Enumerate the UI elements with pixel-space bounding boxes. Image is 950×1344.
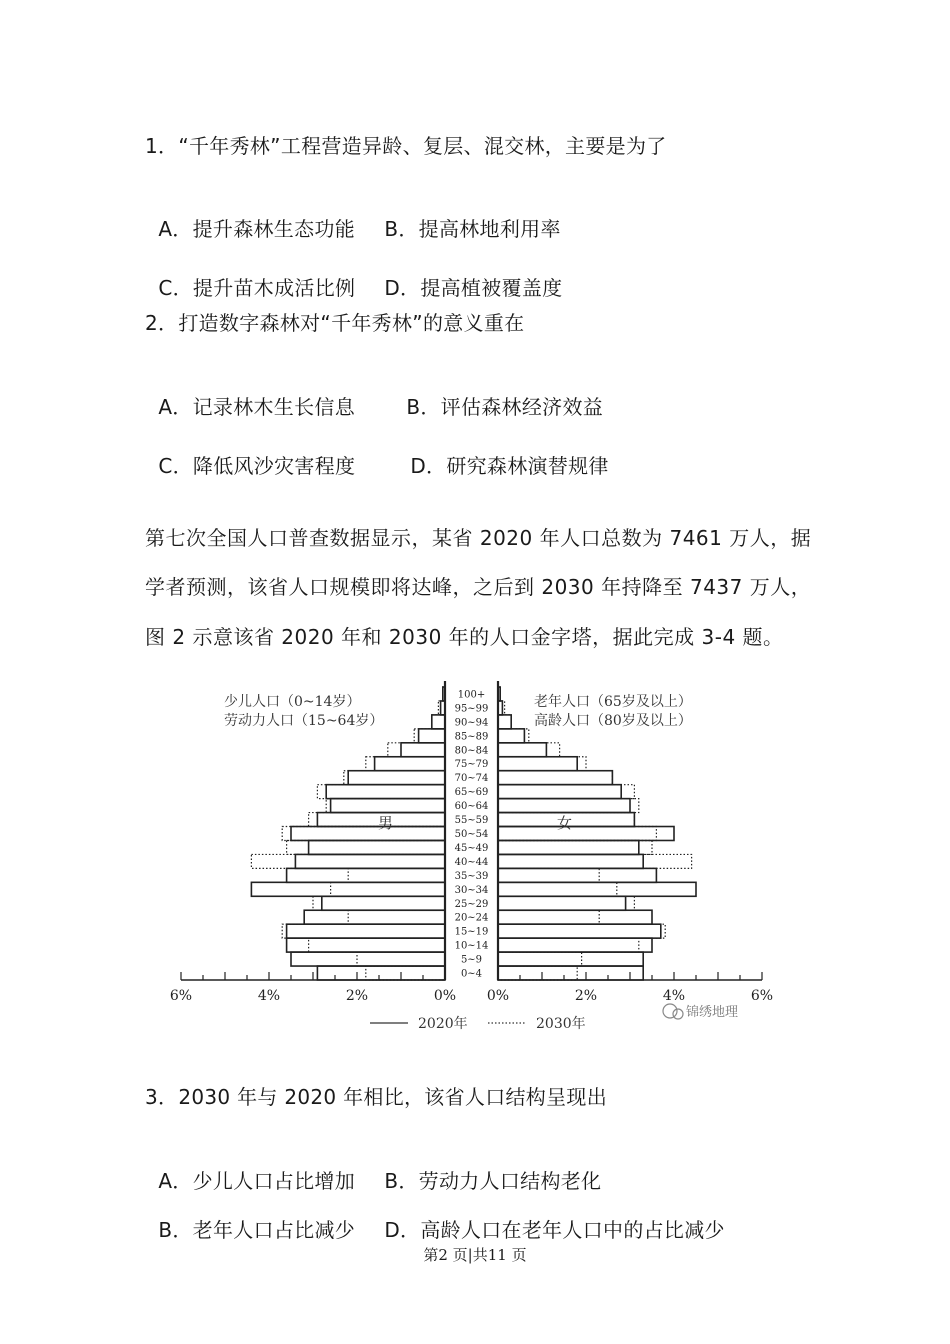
q1-option-b[interactable]: B．提高林地利用率 [384, 217, 561, 241]
bar-male-2020年-0~4 [317, 966, 445, 980]
age-label: 15~19 [454, 926, 489, 938]
bar-male-2030年-15~19 [282, 924, 445, 938]
bar-male-2020年-90~94 [432, 715, 445, 729]
bar-female-2020年-70~74 [498, 771, 612, 785]
x-tick-label-left: 2% [345, 988, 369, 1004]
q2-stem: 2．打造数字森林对“千年秀林”的意义重在 [145, 311, 525, 335]
bar-male-2020年-20~24 [304, 910, 445, 924]
bar-female-2020年-20~24 [498, 910, 652, 924]
age-label: 0~4 [460, 968, 483, 980]
bar-female-2030年-65~69 [498, 785, 634, 799]
bar-female-2020年-45~49 [498, 840, 639, 854]
q2-option-a[interactable]: A．记录林木生长信息 [158, 395, 356, 419]
q3-options-row1 [145, 1141, 601, 1194]
age-label: 80~84 [454, 745, 489, 757]
watermark-icon [663, 1004, 683, 1019]
q3-option-d[interactable]: D．高龄人口在老年人口中的占比减少 [384, 1218, 725, 1242]
bar-male-2030年-35~39 [348, 868, 445, 882]
age-label: 45~49 [454, 842, 489, 854]
q1-stem: 1．“千年秀林”工程营造异龄、复层、混交林，主要是为了 [145, 134, 667, 158]
bar-female-2030年-15~19 [498, 924, 665, 938]
bar-female-2030年-40~44 [498, 854, 692, 868]
age-label: 95~99 [454, 703, 489, 715]
q2-option-c[interactable]: C．降低风沙灾害程度 [158, 454, 356, 478]
bar-female-2030年-75~79 [498, 757, 586, 771]
bar-female-2020年-65~69 [498, 785, 621, 799]
bar-male-2030年-80~84 [388, 743, 445, 757]
label-female: 女 [557, 814, 573, 832]
bar-male-2020年-25~29 [322, 896, 445, 910]
bar-female-2030年-10~14 [498, 938, 639, 952]
bar-female-2030年-35~39 [498, 868, 599, 882]
legend-2020: 2020年 [418, 1016, 468, 1032]
passage-line-1: 第七次全国人口普查数据显示，某省 2020 年人口总数为 7461 万人，据 [145, 526, 812, 550]
bar-male-2030年-55~59 [309, 813, 445, 827]
annotation-labor-population: 劳动力人口（15~64岁） [224, 713, 384, 729]
q3-option-b[interactable]: B．劳动力人口结构老化 [384, 1169, 602, 1193]
bar-female-2020年-10~14 [498, 938, 652, 952]
age-label: 75~79 [454, 759, 489, 771]
age-label: 35~39 [454, 870, 489, 882]
x-tick-label-left: 6% [169, 988, 193, 1004]
bar-female-2020年-75~79 [498, 757, 577, 771]
bar-male-2030年-25~29 [313, 896, 445, 910]
bar-female-2030年-60~64 [498, 799, 639, 813]
bar-male-2030年-75~79 [366, 757, 445, 771]
age-label: 25~29 [454, 898, 489, 910]
bar-male-2030年-45~49 [287, 840, 445, 854]
bar-female-2030年-0~4 [498, 966, 577, 980]
bar-female-2030年-20~24 [498, 910, 599, 924]
bar-female-2020年-5~9 [498, 952, 643, 966]
bar-female-2020年-25~29 [498, 896, 626, 910]
bar-male-2030年-40~44 [251, 854, 445, 868]
q1-options-row1 [145, 189, 561, 242]
x-tick-label-left: 4% [257, 988, 281, 1004]
age-label: 10~14 [454, 940, 489, 952]
bar-male-2020年-5~9 [291, 952, 445, 966]
x-tick-label-left: 0% [433, 988, 457, 1004]
q3-stem: 3．2030 年与 2020 年相比，该省人口结构呈现出 [145, 1085, 607, 1109]
population-pyramid-chart [169, 676, 774, 1036]
bar-male-2030年-65~69 [317, 785, 445, 799]
bar-male-2030年-70~74 [344, 771, 445, 785]
annotation-elderly-population: 老年人口（65岁及以上） [534, 694, 692, 710]
bar-female-2030年-50~54 [498, 827, 656, 841]
bar-female-2020年-80~84 [498, 743, 546, 757]
bar-male-2020年-45~49 [309, 840, 445, 854]
q3-options-row2 [145, 1190, 725, 1243]
q2-options-row1 [145, 367, 603, 420]
annotation-child-population: 少儿人口（0~14岁） [224, 694, 361, 710]
bar-female-2030年-90~94 [498, 715, 511, 729]
age-label: 100+ [457, 689, 486, 701]
bar-female-2020年-50~54 [498, 827, 674, 841]
q1-option-c[interactable]: C．提升苗木成活比例 [158, 276, 356, 300]
age-label: 50~54 [454, 829, 489, 840]
q2-options-row2 [145, 426, 609, 479]
q1-option-d[interactable]: D．提高植被覆盖度 [384, 276, 563, 300]
bar-female-2020年-90~94 [498, 715, 511, 729]
passage-line-3: 图 2 示意该省 2020 年和 2030 年的人口金字塔，据此完成 3-4 题。 [145, 625, 784, 649]
bar-male-2020年-85~89 [419, 729, 445, 743]
bar-male-2020年-15~19 [287, 924, 445, 938]
bar-male-2020年-10~14 [287, 938, 445, 952]
age-label: 90~94 [454, 717, 489, 729]
bar-male-2030年-5~9 [357, 952, 445, 966]
bar-female-2030年-80~84 [498, 743, 560, 757]
bar-male-2020年-30~34 [251, 882, 445, 896]
x-tick-label-right: 4% [662, 988, 686, 1004]
x-tick-label-right: 6% [750, 988, 774, 1004]
q3-option-c[interactable]: B．老年人口占比减少 [158, 1218, 356, 1242]
age-label: 20~24 [454, 912, 489, 924]
bar-female-2030年-25~29 [498, 896, 634, 910]
age-label: 5~9 [460, 954, 483, 966]
bar-female-2030年-5~9 [498, 952, 582, 966]
bar-male-2020年-50~54 [291, 827, 445, 841]
bar-male-2020年-40~44 [295, 854, 445, 868]
page-footer: 第2 页|共11 页 [423, 1246, 527, 1264]
bar-female-2020年-85~89 [498, 729, 524, 743]
bar-female-2030年-70~74 [498, 771, 612, 785]
watermark-text: 锦绣地理 [686, 1005, 739, 1020]
age-label: 60~64 [454, 801, 489, 813]
passage-line-2: 学者预测，该省人口规模即将达峰，之后到 2030 年持降至 7437 万人， [145, 575, 812, 599]
legend-2030: 2030年 [536, 1016, 586, 1032]
q1-option-a[interactable]: A．提升森林生态功能 [158, 217, 356, 241]
bar-male-2030年-60~64 [326, 799, 445, 813]
bar-male-2030年-20~24 [348, 910, 445, 924]
age-label: 85~89 [454, 731, 489, 743]
bar-male-2030年-10~14 [309, 938, 445, 952]
x-tick-label-right: 0% [486, 988, 510, 1004]
bar-male-2030年-30~34 [331, 882, 445, 896]
q1-options-row2 [145, 248, 562, 301]
bar-female-2020年-35~39 [498, 868, 656, 882]
bar-male-2020年-60~64 [331, 799, 445, 813]
bar-male-2020年-70~74 [348, 771, 445, 785]
x-tick-label-right: 2% [574, 988, 598, 1004]
bar-female-2030年-45~49 [498, 840, 652, 854]
bar-male-2030年-50~54 [282, 827, 445, 841]
bar-male-2020年-65~69 [326, 785, 445, 799]
bar-female-2020年-40~44 [498, 854, 643, 868]
q2-option-b[interactable]: B．评估森林经济效益 [406, 395, 604, 419]
bar-male-2030年-90~94 [432, 715, 445, 729]
age-label: 40~44 [454, 856, 489, 868]
bar-male-2020年-75~79 [375, 757, 445, 771]
label-male: 男 [378, 814, 394, 832]
annotation-aged-population: 高龄人口（80岁及以上） [534, 713, 692, 729]
q3-option-a[interactable]: A．少儿人口占比增加 [158, 1169, 356, 1193]
bar-female-2020年-30~34 [498, 882, 696, 896]
bar-female-2030年-30~34 [498, 882, 617, 896]
bar-female-2020年-15~19 [498, 924, 661, 938]
bar-male-2020年-35~39 [287, 868, 445, 882]
bar-male-2030年-0~4 [366, 966, 445, 980]
bar-male-2020年-80~84 [401, 743, 445, 757]
q2-option-d[interactable]: D．研究森林演替规律 [410, 454, 609, 478]
age-label: 65~69 [454, 787, 489, 799]
age-label: 30~34 [454, 884, 489, 896]
age-label: 70~74 [454, 773, 489, 785]
age-label: 55~59 [454, 815, 489, 827]
bar-female-2020年-60~64 [498, 799, 630, 813]
